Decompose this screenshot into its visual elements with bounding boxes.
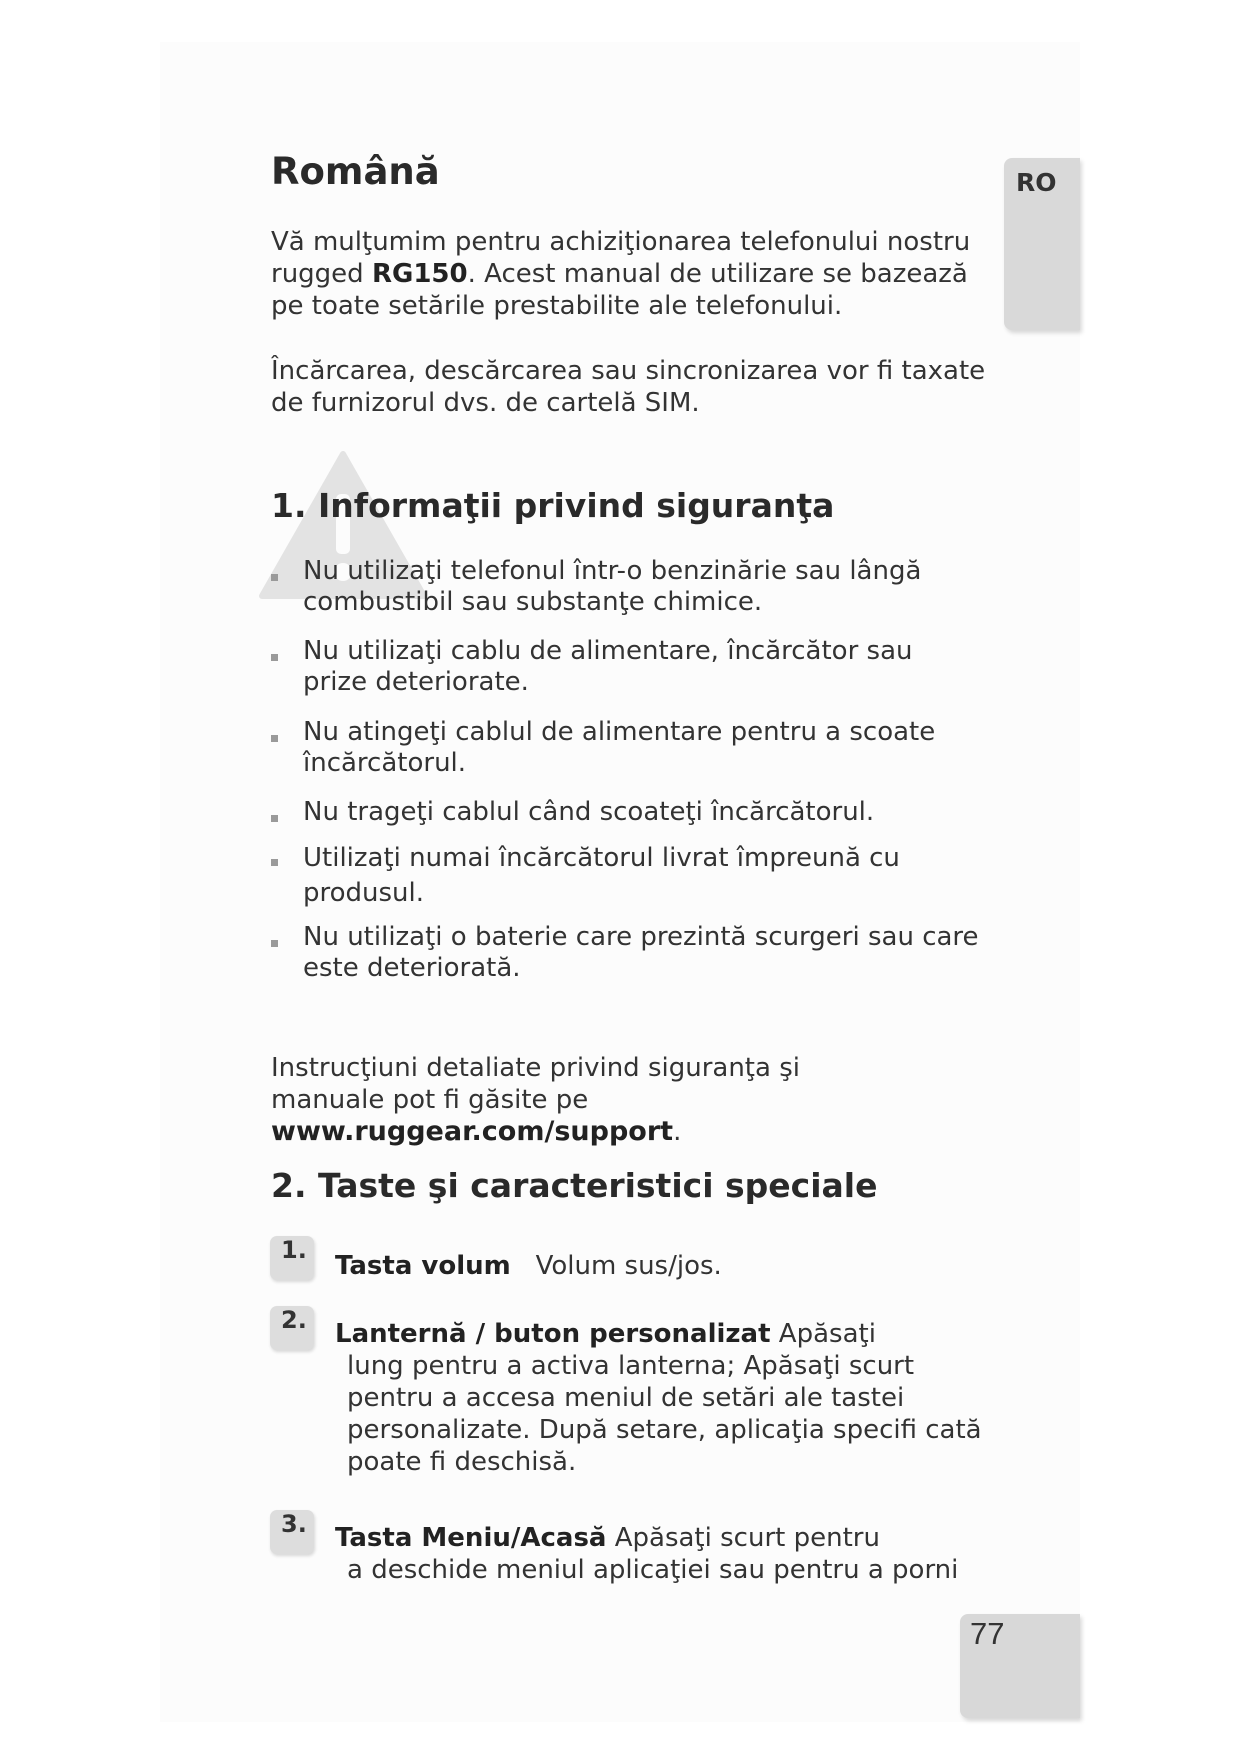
key-text: Volum sus/jos. bbox=[535, 1251, 722, 1281]
key-text: Apăsaţi scurt pentru bbox=[614, 1523, 880, 1553]
bullet-marker bbox=[271, 940, 278, 947]
key-description bbox=[335, 1522, 985, 1586]
safety-bullet: Nu utilizaţi telefonul într-o benzinărie sau lângă combustibil sau substanţe chimice. bbox=[303, 556, 922, 617]
key-number: 2. bbox=[281, 1306, 307, 1334]
safety-bullet: Utilizaţi numai încărcătorul livrat împreună cu produsul. bbox=[303, 843, 900, 908]
safety-bullet: Nu trageţi cablul când scoateţi încărcătorul. bbox=[303, 797, 875, 827]
key-text-continued: lung pentru a activa lanterna; Apăsaţi scurt pentru a accesa meniul de setări ale tastei personalizate. După setare, aplicaţia specifi cată poate fi deschisă. bbox=[347, 1351, 982, 1477]
language-tab-label: RO bbox=[1016, 168, 1057, 197]
key-description bbox=[335, 1318, 985, 1478]
key-description bbox=[335, 1250, 985, 1282]
safety-bullet: Nu utilizaţi o baterie care prezintă scurgeri sau care este deteriorată. bbox=[303, 922, 979, 983]
support-paragraph bbox=[271, 1052, 911, 1148]
support-link[interactable]: www.ruggear.com/support bbox=[271, 1116, 674, 1147]
model-name: RG150 bbox=[371, 259, 468, 289]
page-title: Română bbox=[271, 150, 440, 193]
charges-paragraph: Încărcarea, descărcarea sau sincronizarea vor fi taxate de furnizorul dvs. de cartelă SIM. bbox=[271, 356, 986, 418]
bullet-marker bbox=[271, 574, 278, 581]
support-text: Instrucţiuni detaliate privind siguranţa şi manuale pot fi găsite pe bbox=[271, 1053, 800, 1115]
key-text-continued: a deschide meniul aplicaţiei sau pentru a porni bbox=[347, 1555, 959, 1585]
safety-bullet: Nu utilizaţi cablu de alimentare, încărcător sau prize deteriorate. bbox=[303, 636, 913, 697]
page-number-tab bbox=[960, 1614, 1080, 1718]
key-number: 1. bbox=[281, 1236, 307, 1264]
intro-paragraph bbox=[271, 226, 991, 322]
language-tab bbox=[1004, 158, 1080, 330]
section2-heading: 2. Taste şi caracteristici speciale bbox=[271, 1166, 878, 1205]
key-name: Lanternă / buton personalizat bbox=[335, 1319, 771, 1349]
bullet-marker bbox=[271, 815, 278, 822]
key-name: Tasta Meniu/Acasă bbox=[335, 1523, 607, 1553]
section1-heading: 1. Informaţii privind siguranţa bbox=[271, 486, 835, 525]
key-number: 3. bbox=[281, 1510, 307, 1538]
key-number-badge bbox=[270, 1510, 314, 1554]
page-number: 77 bbox=[970, 1616, 1005, 1651]
intro-text-end: . Acest manual de utilizare se bazează pe toate setările prestabilite ale telefonului. bbox=[271, 259, 968, 321]
bullet-marker bbox=[271, 735, 278, 742]
key-number-badge bbox=[270, 1236, 314, 1280]
support-text-end: . bbox=[673, 1117, 682, 1147]
key-number-badge bbox=[270, 1306, 314, 1350]
key-text: Apăsaţi bbox=[778, 1319, 876, 1349]
bullet-marker bbox=[271, 654, 278, 661]
key-name: Tasta volum bbox=[335, 1251, 511, 1281]
intro-text-start: Vă mulţumim pentru achiziţionarea telefonului nostru rugged bbox=[271, 227, 971, 289]
safety-bullet: Nu atingeţi cablul de alimentare pentru a scoate încărcătorul. bbox=[303, 717, 936, 778]
bullet-marker bbox=[271, 859, 278, 866]
